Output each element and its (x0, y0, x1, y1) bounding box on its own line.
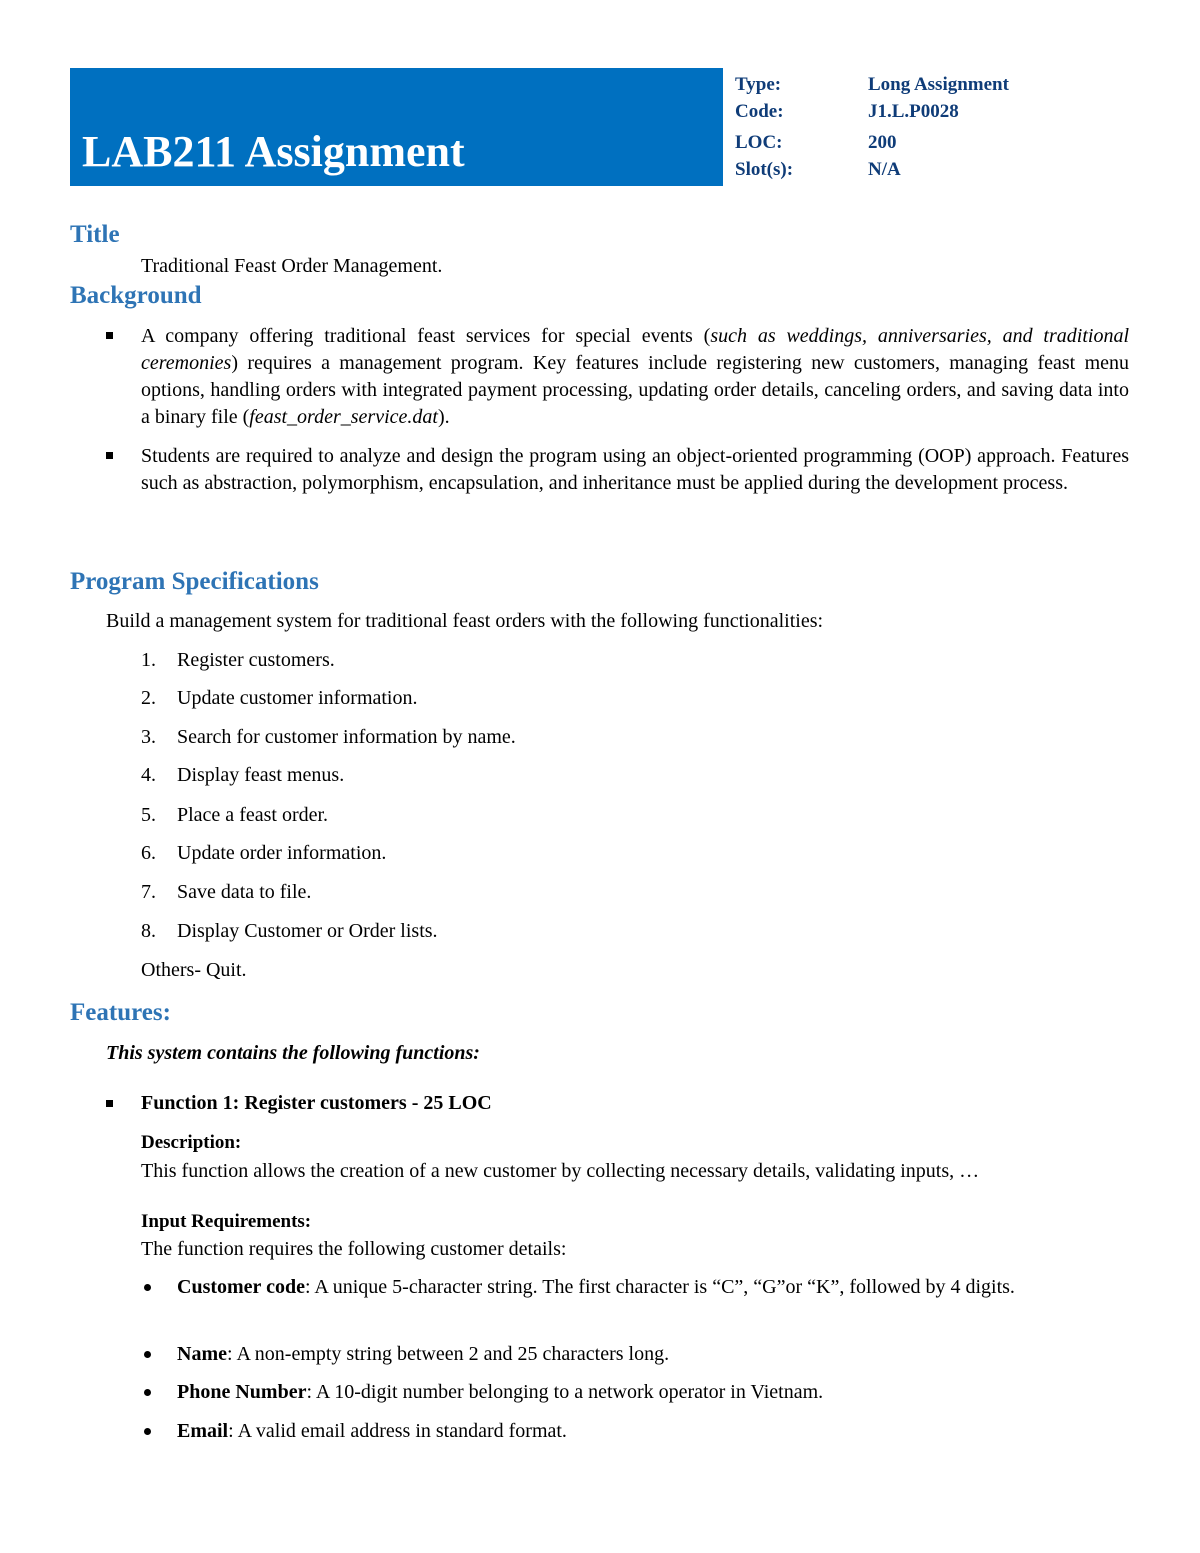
input-name (177, 1341, 669, 1368)
field-label: Email (177, 1420, 229, 1442)
features-intro: This system contains the following functions: (106, 1042, 480, 1064)
meta-key: LOC: (735, 132, 783, 153)
description-label: Description: (141, 1132, 242, 1153)
list-number: 4. (141, 764, 156, 786)
background-paragraph-2: Students are required to analyze and design the program using an object-oriented programming (OOP) approach. Features such as abstraction, polymorphism, encapsulation, and inheritance must be applied during the development process. (141, 445, 1129, 494)
list-number: 8. (141, 920, 156, 942)
meta-key: Type: (735, 74, 782, 95)
field-label: Customer code (177, 1276, 305, 1298)
bullet-dot-icon (144, 1389, 151, 1396)
field-description: : A unique 5-character string. The first character is “C”, “G”or “K”, followed by 4 digits. (304, 1276, 1015, 1298)
text-run: A company offering traditional feast services for special events ( (141, 325, 711, 347)
list-item: Place a feast order. (177, 804, 329, 826)
bullet-square-icon (106, 332, 113, 339)
heading-features: Features: (70, 999, 171, 1026)
field-description: : A 10-digit number belonging to a network operator in Vietnam. (306, 1381, 824, 1403)
description-text: This function allows the creation of a new customer by collecting necessary details, validating inputs, … (141, 1160, 980, 1182)
list-item: Display Customer or Order lists. (177, 920, 438, 942)
meta-value: J1.L.P0028 (868, 101, 959, 122)
bullet-square-icon (106, 1100, 113, 1107)
meta-value: Long Assignment (868, 74, 1009, 95)
others-quit: Others- Quit. (141, 959, 247, 981)
meta-value: N/A (868, 159, 901, 180)
input-phone-number (177, 1379, 823, 1406)
list-item: Update order information. (177, 842, 387, 864)
bullet-dot-icon (144, 1351, 151, 1358)
list-item: Display feast menus. (177, 764, 345, 786)
meta-value: 200 (868, 132, 897, 153)
title-text: Traditional Feast Order Management. (141, 255, 443, 277)
text-run: ). (437, 406, 450, 428)
filename-italic: feast_order_service.dat (249, 406, 438, 428)
field-description: : A valid email address in standard format. (228, 1420, 567, 1442)
list-number: 5. (141, 804, 156, 826)
input-email (177, 1418, 567, 1445)
input-requirements-label: Input Requirements: (141, 1211, 312, 1232)
bullet-dot-icon (144, 1428, 151, 1435)
list-number: 1. (141, 649, 156, 671)
list-number: 7. (141, 881, 156, 903)
meta-key: Slot(s): (735, 159, 794, 180)
list-item: Register customers. (177, 649, 335, 671)
text-run-italic: such as weddings, anniversaries, and traditional ceremonies (141, 325, 1129, 374)
heading-background: Background (70, 282, 202, 309)
list-number: 3. (141, 726, 156, 748)
field-label: Phone Number (177, 1381, 307, 1403)
heading-title: Title (70, 221, 120, 248)
list-item: Save data to file. (177, 881, 312, 903)
heading-program-specifications: Program Specifications (70, 568, 319, 595)
field-label: Name (177, 1343, 227, 1365)
text-run: ) requires a management program. Key features include registering new customers, managing feast menu options, handling orders with integrated payment processing, updating order details, canceling orders, and saving data into a binary file ( (141, 352, 1129, 428)
meta-key: Code: (735, 101, 784, 122)
input-requirements-intro: The function requires the following customer details: (141, 1238, 567, 1260)
list-number: 2. (141, 687, 156, 709)
program-specs-intro: Build a management system for traditional feast orders with the following functionalities: (106, 610, 824, 632)
function-1-title: Function 1: Register customers - 25 LOC (141, 1092, 492, 1114)
list-item: Search for customer information by name. (177, 726, 516, 748)
input-customer-code (177, 1274, 1129, 1301)
bullet-dot-icon (144, 1284, 151, 1291)
background-paragraph-1 (141, 323, 1129, 431)
list-item: Update customer information. (177, 687, 418, 709)
field-description: : A non-empty string between 2 and 25 characters long. (226, 1343, 670, 1365)
bullet-square-icon (106, 452, 113, 459)
list-number: 6. (141, 842, 156, 864)
document-title: LAB211 Assignment (82, 127, 465, 176)
